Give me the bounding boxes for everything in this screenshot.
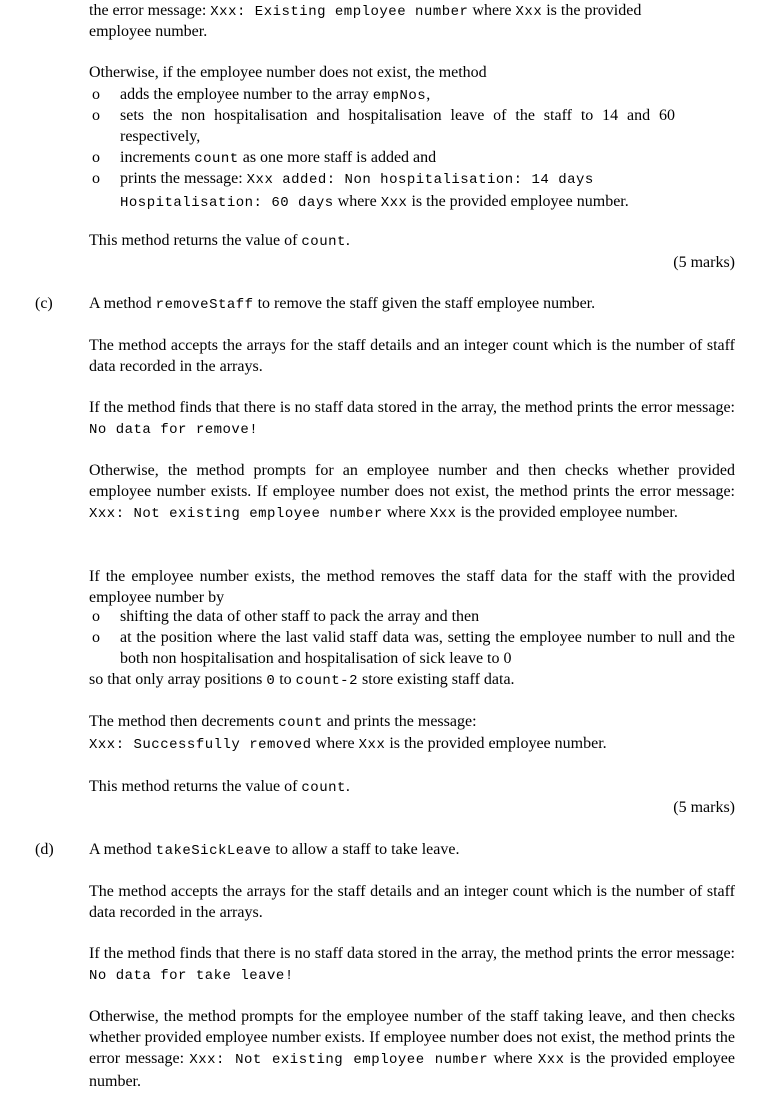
- returns-line: This method returns the value of count.: [89, 778, 350, 796]
- code-text: No data for remove!: [89, 422, 259, 438]
- code-text: 0: [266, 673, 276, 689]
- code-text: empNos: [372, 88, 427, 104]
- paragraph: The method then decrements count and prints the message:: [89, 713, 477, 731]
- paragraph: Xxx: Successfully removed where Xxx is the provided employee number.: [89, 735, 607, 753]
- bullet-icon: o: [92, 170, 100, 187]
- bullet-icon: o: [92, 107, 100, 124]
- section-heading: A method removeStaff to remove the staff given the staff employee number.: [89, 295, 596, 313]
- code-text: count: [301, 780, 346, 796]
- paragraph: If the method finds that there is no staff data stored in the array, the method prints the error message: No data for remove!: [89, 399, 735, 438]
- bullet-icon: o: [92, 86, 100, 103]
- code-text: Xxx: [358, 737, 386, 753]
- code-text: Xxx: Successfully removed: [89, 737, 312, 753]
- code-text: Xxx: Existing employee number: [210, 4, 469, 20]
- list-item: o sets the non hospitalisation and hospitalisation leave of the staff to 14 and 60 respectively,: [92, 107, 675, 145]
- code-text: Xxx: [515, 4, 543, 20]
- returns-line: This method returns the value of count.: [89, 232, 350, 250]
- code-text: Xxx: Not existing employee number: [189, 1052, 489, 1068]
- section-heading: A method takeSickLeave to allow a staff to take leave.: [89, 841, 460, 859]
- paragraph: Otherwise, the method prompts for an employee number and then checks whether provided employee number exists. If employee number does not exist, the method prints the error message: Xxx: Not existing employee number where Xxx is the provided employee number.: [89, 462, 735, 522]
- code-text: count: [194, 151, 239, 167]
- code-text: Xxx: Not existing employee number: [89, 506, 383, 522]
- code-text: Xxx added: Non hospitalisation: 14 days Hospitalisation: 60 days: [120, 172, 594, 211]
- list-item: o shifting the data of other staff to pack the array and then: [92, 608, 480, 625]
- section-label: (d): [35, 841, 54, 858]
- paragraph: The method accepts the arrays for the staff details and an integer count which is the number of staff data recorded in the arrays.: [89, 337, 735, 375]
- bullet-icon: o: [92, 608, 100, 625]
- list-item: o increments count as one more staff is added and: [92, 149, 437, 167]
- paragraph: If the employee number exists, the method removes the staff data for the staff with the provided employee number by: [89, 568, 735, 606]
- paragraph: The method accepts the arrays for the staff details and an integer count which is the number of staff data recorded in the arrays.: [89, 883, 735, 921]
- marks-label: (5 marks): [673, 254, 735, 271]
- code-text: count: [278, 715, 323, 731]
- list-item: o prints the message: Xxx added: Non hospitalisation: 14 days Hospitalisation: 60 days where Xxx is the provided employee number.: [92, 170, 629, 211]
- code-text: No data for take leave!: [89, 968, 294, 984]
- list-item: o adds the employee number to the array empNos,: [92, 86, 431, 104]
- paragraph: so that only array positions 0 to count-2 store existing staff data.: [89, 671, 515, 689]
- code-text: Xxx: [537, 1052, 565, 1068]
- code-text: Xxx: [429, 506, 457, 522]
- paragraph: Otherwise, the method prompts for the employee number of the staff taking leave, and then checks whether provided employee number exists. If employee number does not exist, the method prints the error message: Xxx: Not existing employee number where Xxx is the provided employee number.: [89, 1008, 736, 1090]
- otherwise-paragraph: Otherwise, if the employee number does not exist, the method: [89, 64, 487, 81]
- code-text: count-2: [295, 673, 358, 689]
- list-item: o at the position where the last valid staff data was, setting the employee number to null and the both non hospitalisation and hospitalisation of sick leave to 0: [92, 629, 735, 667]
- code-text: Xxx: [380, 195, 408, 211]
- paragraph: If the method finds that there is no staff data stored in the array, the method prints the error message: No data for take leave!: [89, 945, 735, 984]
- top-error-line-end: employee number.: [89, 23, 208, 40]
- bullet-icon: o: [92, 629, 100, 646]
- code-text: removeStaff: [155, 297, 254, 313]
- marks-label: (5 marks): [673, 799, 735, 816]
- code-text: count: [301, 234, 346, 250]
- code-text: takeSickLeave: [155, 843, 272, 859]
- bullet-icon: o: [92, 149, 100, 166]
- top-error-line: the error message: Xxx: Existing employee number where Xxx is the provided: [89, 2, 642, 20]
- section-label: (c): [35, 295, 53, 312]
